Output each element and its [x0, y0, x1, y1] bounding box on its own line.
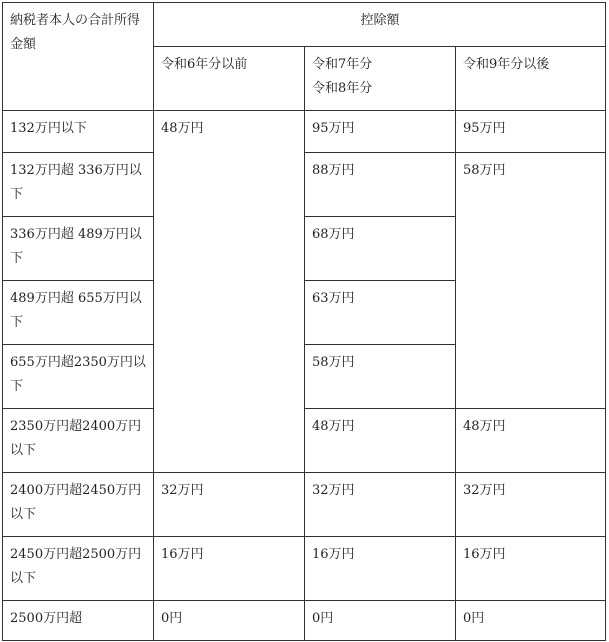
header-period-r7-r8 — [305, 47, 456, 111]
r78-cell: 68万円 — [305, 217, 456, 281]
income-cell: 489万円超 655万円以下 — [3, 281, 154, 345]
deduction-table — [2, 2, 606, 641]
r78-cell: 95万円 — [305, 111, 456, 153]
r78-cell: 88万円 — [305, 153, 456, 217]
r6-cell: 16万円 — [154, 537, 305, 601]
r9-cell: 58万円 — [456, 153, 606, 409]
header-period-r6-line: 令和6年分以前 — [161, 57, 248, 72]
table-row — [3, 537, 606, 601]
r9-cell: 0円 — [456, 601, 606, 641]
header-period-r9-line: 令和9年分以後 — [463, 57, 550, 72]
header-income: 納税者本人の合計所得金額 — [3, 3, 154, 111]
income-cell: 132万円超 336万円以下 — [3, 153, 154, 217]
r78-cell: 58万円 — [305, 345, 456, 409]
r9-cell: 48万円 — [456, 409, 606, 473]
r78-cell: 32万円 — [305, 473, 456, 537]
r6-cell: 0円 — [154, 601, 305, 641]
r9-cell: 95万円 — [456, 111, 606, 153]
header-deduction: 控除額 — [154, 3, 606, 47]
header-period-r9 — [456, 47, 606, 111]
header-period-r6 — [154, 47, 305, 111]
r78-cell: 63万円 — [305, 281, 456, 345]
table-row — [3, 111, 606, 153]
header-period-r7-line: 令和7年分 — [312, 57, 373, 72]
income-cell: 2350万円超2400万円以下 — [3, 409, 154, 473]
income-cell: 132万円以下 — [3, 111, 154, 153]
income-cell: 336万円超 489万円以下 — [3, 217, 154, 281]
r78-cell: 16万円 — [305, 537, 456, 601]
table-row — [3, 153, 606, 217]
table-row — [3, 409, 606, 473]
r9-cell: 32万円 — [456, 473, 606, 537]
income-cell: 2500万円超 — [3, 601, 154, 641]
income-cell: 2450万円超2500万円以下 — [3, 537, 154, 601]
table-row — [3, 473, 606, 537]
r6-cell: 32万円 — [154, 473, 305, 537]
income-cell: 2400万円超2450万円以下 — [3, 473, 154, 537]
r6-cell: 48万円 — [154, 111, 305, 473]
table-row — [3, 601, 606, 641]
income-cell: 655万円超2350万円以下 — [3, 345, 154, 409]
header-period-r8-line: 令和8年分 — [312, 81, 373, 96]
r9-cell: 16万円 — [456, 537, 606, 601]
r78-cell: 48万円 — [305, 409, 456, 473]
r78-cell: 0円 — [305, 601, 456, 641]
